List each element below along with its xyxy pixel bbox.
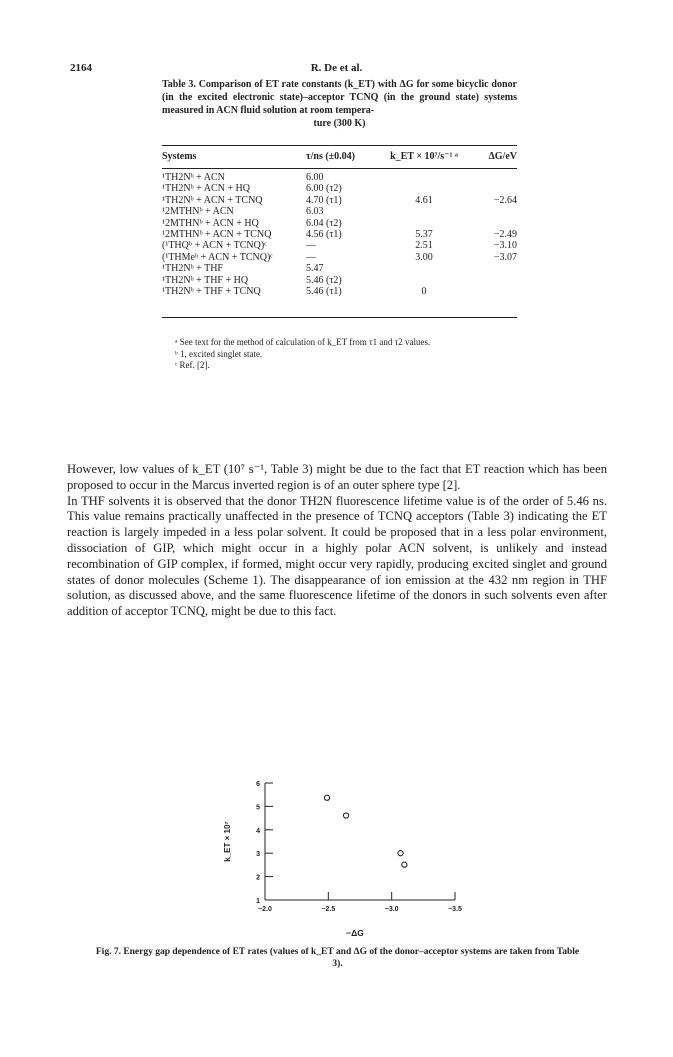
table-row xyxy=(162,206,517,217)
table-cell: 2.51 xyxy=(415,240,433,252)
data-point xyxy=(324,795,329,800)
body-paragraph: In THF solvents it is observed that the donor TH2N fluorescence lifetime value is of the order of 5.46 ns. This value remains practically unaffected in the presence of TCNQ acceptors (Table 3) indicating the ET reaction is largely impeded in a less polar solvent. It could be proposed that in a less polar environment, dissociation of GIP, which might occur in a highly polar ACN solvent, is unlikely and instead recombination of GIP complex, if formed, might occur very rapidly, producing excited singlet and ground states of donor molecules (Scheme 1). The disappearance of ion emission at the 432 nm region in THF solution, as discussed above, and the same fluorescence lifetime of the donors in such solvents even after addition of acceptor TCNQ, might be due to this fact. xyxy=(67,493,607,619)
data-table xyxy=(162,150,517,297)
table-top-rule xyxy=(162,145,517,146)
table-cell: 6.00 (τ2) xyxy=(306,183,342,195)
table-row xyxy=(162,166,517,183)
table-cell xyxy=(464,263,517,274)
table-cell xyxy=(384,218,464,229)
table-cell: −2.64 xyxy=(493,194,517,206)
table-caption-last-line: ture (300 K) xyxy=(313,118,366,129)
table-cell: 3.00 xyxy=(415,251,433,263)
x-tick-label: −3.5 xyxy=(448,906,462,913)
table-row xyxy=(162,252,517,263)
table-header-cell: k_ET × 10⁷/s⁻¹ ᵃ xyxy=(390,150,458,162)
table-cell xyxy=(384,166,464,183)
data-point xyxy=(343,813,348,818)
table-cell: ¹2MTHNᵇ + ACN xyxy=(162,206,234,218)
table-cell: (¹THQᵇ + ACN + TCNQ)ᶜ xyxy=(162,240,267,252)
y-tick-label: 2 xyxy=(256,874,260,882)
body-paragraph: However, low values of k_ET (10⁷ s⁻¹, Table 3) might be due to the fact that ET reaction which has been proposed to occur in the Marcus inverted region is of an outer sphere type [2]. xyxy=(67,462,607,492)
table-cell: 6.03 xyxy=(306,206,324,218)
table-cell: 5.46 (τ1) xyxy=(306,286,342,298)
table-cell: ¹TH2Nᵇ + THF xyxy=(162,263,223,275)
table-cell: ¹2MTHNᵇ + ACN + TCNQ xyxy=(162,229,272,241)
y-tick-label: 5 xyxy=(256,804,260,812)
footnote: ᵇ 1, excited singlet state. xyxy=(175,348,263,359)
table-cell xyxy=(464,218,517,229)
table-row xyxy=(162,218,517,229)
y-tick-label: 3 xyxy=(256,851,260,859)
table-bottom-rule xyxy=(162,317,517,318)
figure-caption: Fig. 7. Energy gap dependence of ET rates (values of k_ET and ΔG of the donor–acceptor systems are taken from Table 3). xyxy=(95,947,580,969)
table-cell: — xyxy=(306,251,316,263)
table-cell xyxy=(384,263,464,274)
footnote: ᵃ See text for the method of calculation of k_ET from τ1 and τ2 values. xyxy=(175,337,431,347)
data-point xyxy=(402,862,407,867)
table-cell: ¹TH2Nᵇ + ACN + TCNQ xyxy=(162,194,263,206)
x-tick-label: −2.0 xyxy=(258,906,272,913)
table-cell: — xyxy=(306,240,316,252)
table-row xyxy=(162,195,517,206)
table-cell xyxy=(384,183,464,194)
table-cell: ¹TH2Nᵇ + ACN + HQ xyxy=(162,183,250,195)
table-cell xyxy=(464,286,517,297)
y-tick-label: 4 xyxy=(256,827,260,835)
table-cell: 0 xyxy=(421,286,427,298)
table-cell: 4.61 xyxy=(415,194,433,206)
table-header-row xyxy=(162,150,517,166)
table-cell xyxy=(464,275,517,286)
table-cell: ¹2MTHNᵇ + ACN + HQ xyxy=(162,217,259,229)
table-row xyxy=(162,229,517,240)
table-header-cell: Systems xyxy=(162,150,197,162)
table-header-cell: ΔG/eV xyxy=(488,150,517,162)
table-cell: 4.70 (τ1) xyxy=(306,194,342,206)
running-head: R. De et al. xyxy=(310,62,363,74)
table-cell: 4.56 (τ1) xyxy=(306,229,342,241)
table-header-cell: τ/ns (±0.04) xyxy=(306,150,355,162)
table-cell: 6.00 xyxy=(306,172,324,183)
table-row xyxy=(162,240,517,251)
table-cell xyxy=(384,275,464,286)
body-text xyxy=(67,462,607,620)
table-cell: −2.49 xyxy=(493,229,517,241)
table-cell: 5.46 (τ2) xyxy=(306,274,342,286)
page-number: 2164 xyxy=(70,62,92,74)
table-caption xyxy=(162,78,517,130)
table-row xyxy=(162,275,517,286)
table-cell: −3.10 xyxy=(493,240,517,252)
data-point xyxy=(398,851,403,856)
table-cell: ¹TH2Nᵇ + THF + TCNQ xyxy=(162,286,261,298)
table-row xyxy=(162,286,517,297)
table-cell: 5.37 xyxy=(415,229,433,241)
table-row xyxy=(162,183,517,194)
table-cell: 6.04 (τ2) xyxy=(306,217,342,229)
footnote: ᶜ Ref. [2]. xyxy=(175,360,210,370)
table-cell: ¹TH2Nᵇ + THF + HQ xyxy=(162,274,249,286)
table-cell xyxy=(464,166,517,183)
table-cell xyxy=(464,183,517,194)
table-cell: 5.47 xyxy=(306,263,324,275)
y-axis-label: k_ET × 10⁷ xyxy=(223,821,232,862)
table-cell: −3.07 xyxy=(493,251,517,263)
x-axis-label: −ΔG xyxy=(346,928,364,938)
x-tick-label: −3.0 xyxy=(384,906,399,913)
table-cell: ¹TH2Nᵇ + ACN xyxy=(162,172,225,183)
table-cell xyxy=(464,206,517,217)
table-caption-text: Table 3. Comparison of ET rate constants (k_ET) with ΔG for some bicyclic donor (in the excited electronic state)–acceptor TCNQ (in the ground state) systems measured in ACN fluid solution at room tempera- xyxy=(162,79,517,116)
table-footnotes xyxy=(175,337,430,372)
table-cell: (¹THMeᵇ + ACN + TCNQ)ᶜ xyxy=(162,251,273,263)
x-tick-label: −2.5 xyxy=(321,906,336,913)
energy-gap-scatter-chart xyxy=(190,775,480,945)
table-row xyxy=(162,263,517,274)
y-tick-label: 6 xyxy=(256,781,260,788)
table-cell xyxy=(384,206,464,217)
y-tick-label: 1 xyxy=(256,898,260,905)
table-body xyxy=(162,166,517,297)
